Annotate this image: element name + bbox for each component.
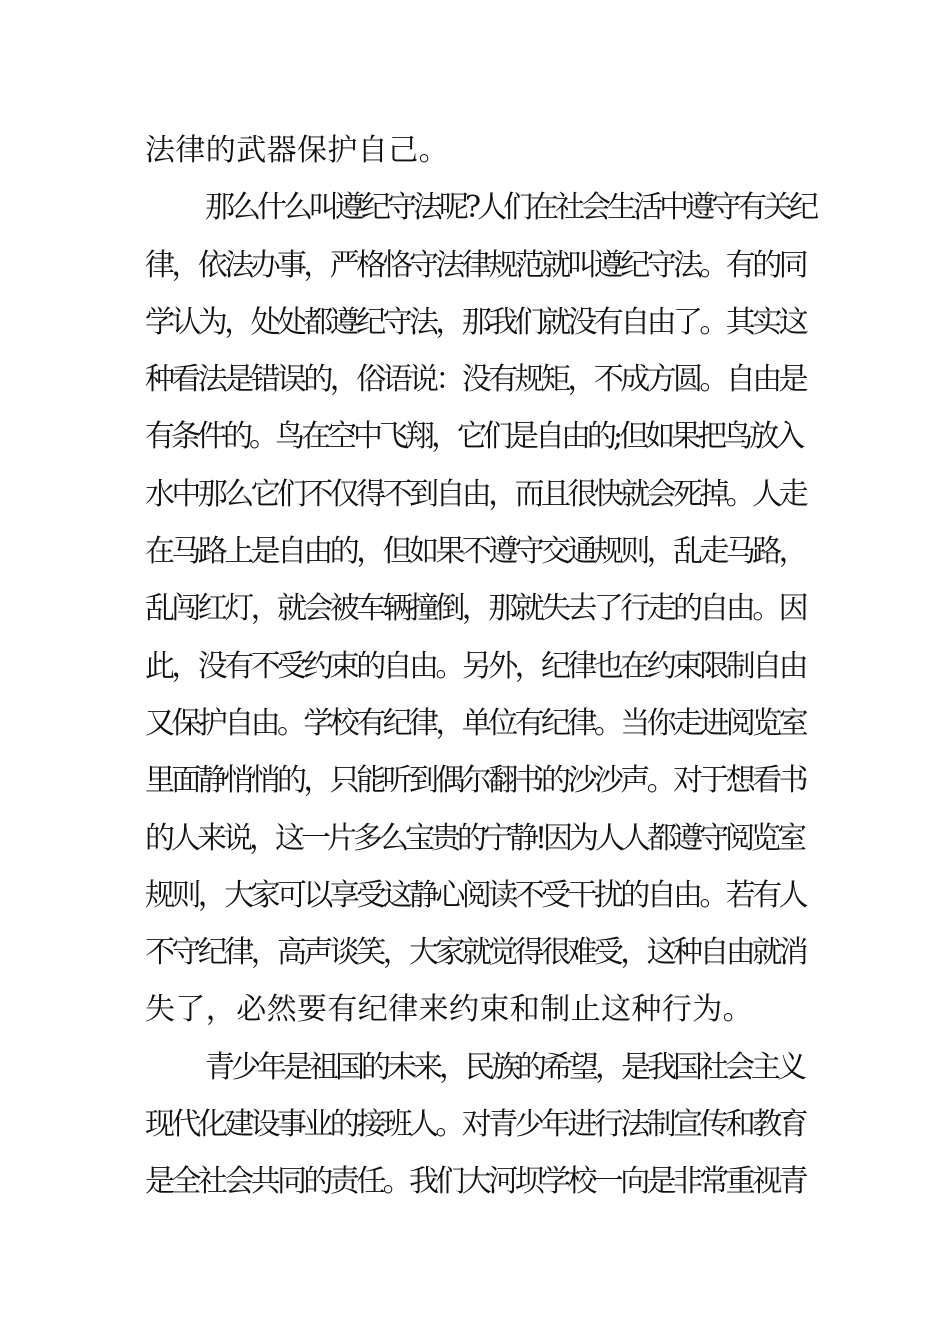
text-line: 法律的武器保护自己。: [145, 133, 449, 168]
text-line: 现代化建设事业的接班人。对青少年进行法制宣传和教育: [145, 1107, 805, 1143]
paragraph-start-line: 青少年是祖国的未来，民族的希望，是我国社会主义: [205, 1049, 803, 1085]
text-line: 乱闯红灯，就会被车辆撞倒，那就失去了行走的自由。因: [145, 591, 805, 627]
text-line: 种看法是错误的，俗语说：没有规矩，不成方圆。自由是: [145, 362, 805, 398]
text-line: 规则，大家可以享受这静心阅读不受干扰的自由。若有人: [145, 877, 805, 913]
text-line: 失了，必然要有纪律来约束和制止这种行为。: [145, 992, 753, 1028]
text-line: 不守纪律，高声谈笑，大家就觉得很难受，这种自由就消: [145, 935, 805, 971]
text-line: 律，依法办事，严格恪守法律规范就叫遵纪守法。有的同: [145, 247, 805, 283]
text-line: 水中那么它们不仅得不到自由，而且很快就会死掉。人走: [145, 476, 805, 512]
text-line: 是全社会共同的责任。我们大河坝学校一向是非常重视青: [145, 1164, 805, 1200]
text-line: 此，没有不受约束的自由。另外，纪律也在约束限制自由: [145, 648, 805, 684]
text-line: 在马路上是自由的，但如果不遵守交通规则，乱走马路，: [145, 534, 805, 570]
text-line: 里面静悄悄的，只能听到偶尔翻书的沙沙声。对于想看书: [145, 763, 805, 799]
body-text: [145, 122, 816, 1211]
text-line: 又保护自由。学校有纪律，单位有纪律。当你走进阅览室: [145, 705, 805, 741]
text-line: 的人来说，这一片多么宝贵的宁静!因为人人都遵守阅览室: [145, 820, 804, 856]
text-line: 学认为，处处都遵纪守法，那我们就没有自由了。其实这: [145, 304, 805, 340]
text-line: 有条件的。鸟在空中飞翔，它们是自由的;但如果把鸟放入: [145, 419, 802, 455]
paragraph-start-line: 那么什么叫遵纪守法呢?人们在社会生活中遵守有关纪: [205, 190, 816, 226]
